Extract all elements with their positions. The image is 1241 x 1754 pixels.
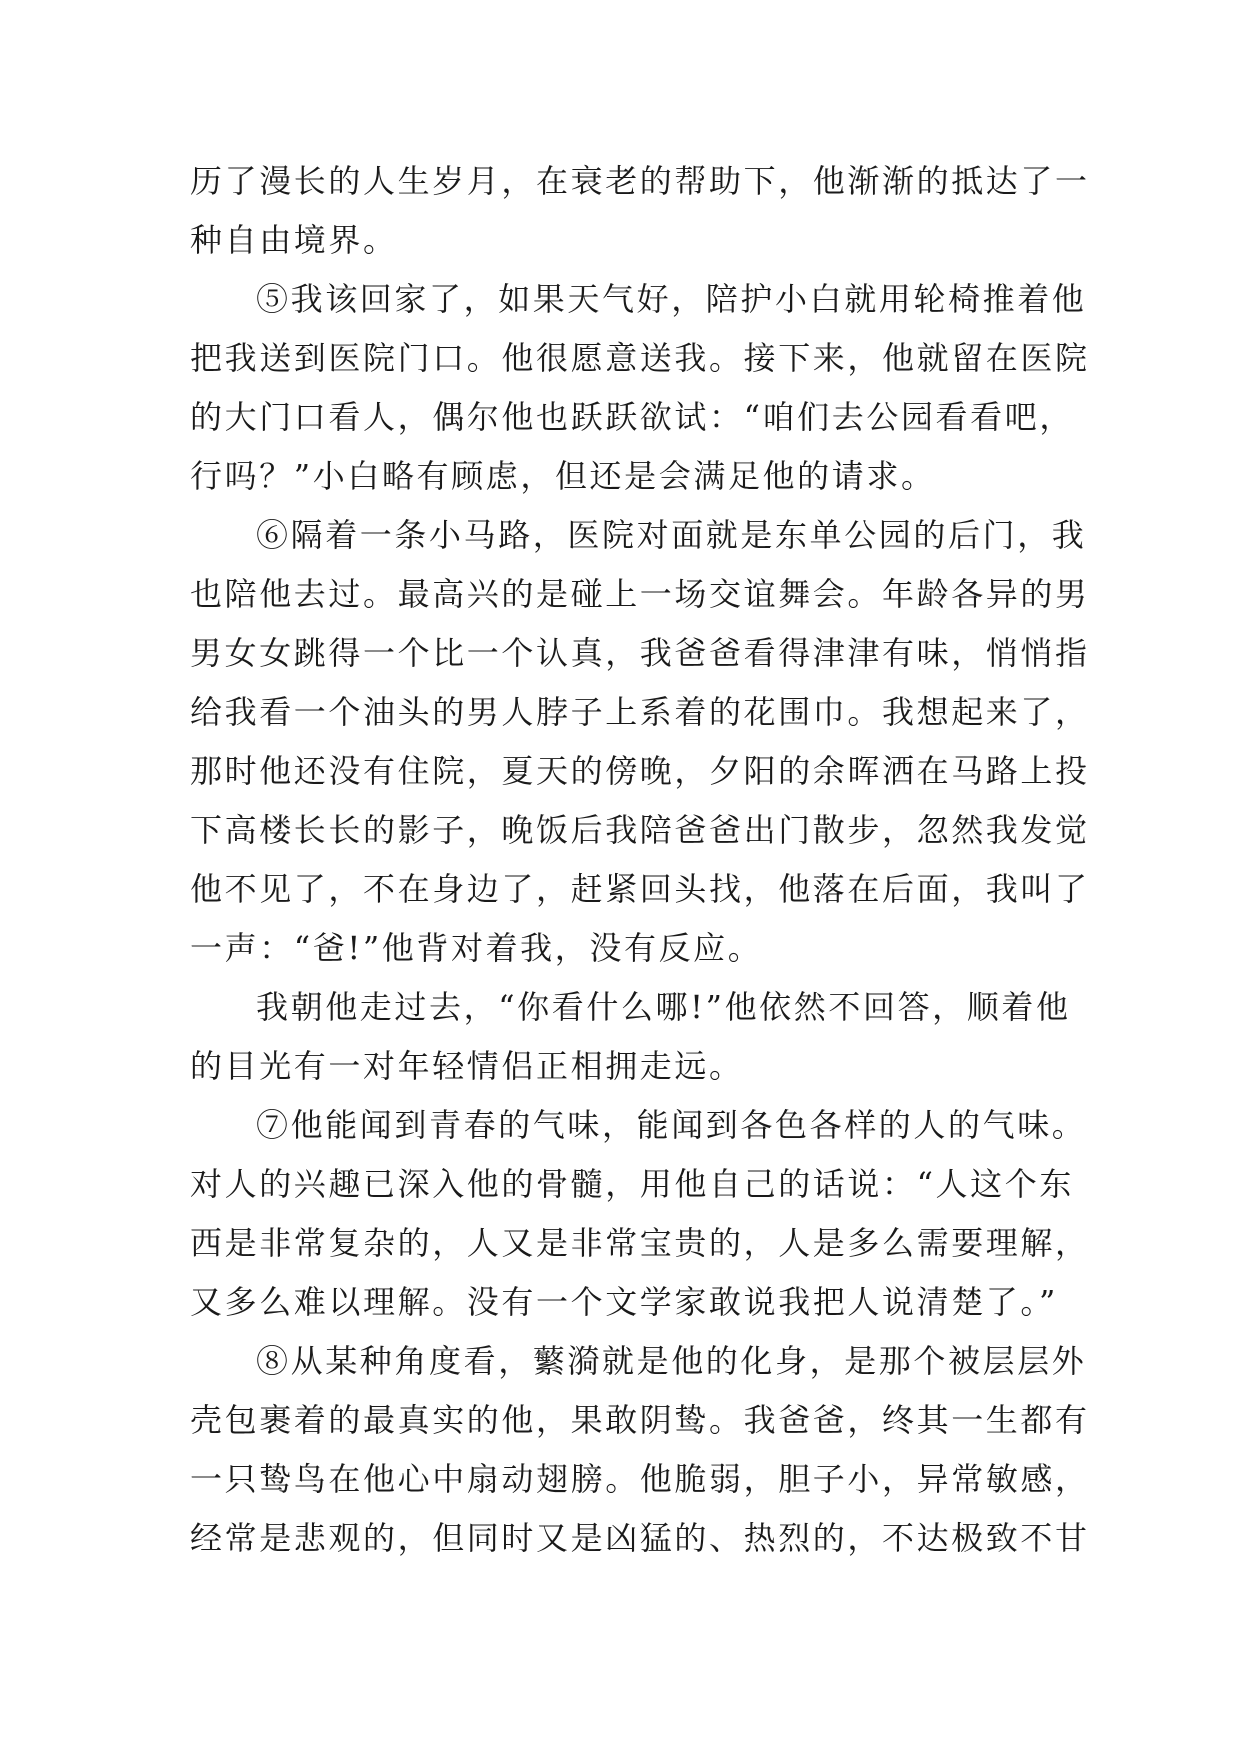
- text-line: 种自由境界。: [190, 221, 398, 259]
- text-line: 也陪他去过。最高兴的是碰上一场交谊舞会。年龄各异的男: [190, 575, 1090, 613]
- document-body: [190, 152, 1090, 1568]
- text-line: 把我送到医院门口。他很愿意送我。接下来，他就留在医院: [190, 339, 1090, 377]
- text-line: 他不见了，不在身边了，赶紧回头找，他落在后面，我叫了: [190, 870, 1090, 908]
- text-line: 给我看一个油头的男人脖子上系着的花围巾。我想起来了，: [190, 693, 1090, 731]
- text-line: 壳包裹着的最真实的他，果敢阴鸷。我爸爸，终其一生都有: [190, 1401, 1090, 1439]
- text-line: 那时他还没有住院，夏天的傍晚，夕阳的余晖洒在马路上投: [190, 752, 1090, 790]
- text-line: 的大门口看人，偶尔他也跃跃欲试：“咱们去公园看看吧，: [190, 398, 1074, 436]
- text-line: 又多么难以理解。没有一个文学家敢说我把人说清楚了。”: [190, 1283, 1058, 1321]
- paragraph-5-start: ⑤我该回家了，如果天气好，陪护小白就用轮椅推着他: [256, 280, 1087, 318]
- text-line: 的目光有一对年轻情侣正相拥走远。: [190, 1047, 744, 1085]
- text-line: 经常是悲观的，但同时又是凶猛的、热烈的，不达极致不甘: [190, 1519, 1090, 1557]
- text-line: 男女女跳得一个比一个认真，我爸爸看得津津有味，悄悄指: [190, 634, 1090, 672]
- text-line: 一声：“爸!”他背对着我，没有反应。: [190, 929, 763, 967]
- text-line: 行吗？”小白略有顾虑，但还是会满足他的请求。: [190, 457, 936, 495]
- text-line: 对人的兴趣已深入他的骨髓，用他自己的话说：“人这个东: [190, 1165, 1074, 1203]
- text-line: 历了漫长的人生岁月，在衰老的帮助下，他渐渐的抵达了一: [190, 162, 1090, 200]
- paragraph-8-start: ⑧从某种角度看，蘩漪就是他的化身，是那个被层层外: [256, 1342, 1087, 1380]
- text-line: 西是非常复杂的，人又是非常宝贵的，人是多么需要理解，: [190, 1224, 1090, 1262]
- text-line: 下高楼长长的影子，晚饭后我陪爸爸出门散步，忽然我发觉: [190, 811, 1090, 849]
- text-line: 一只鸷鸟在他心中扇动翅膀。他脆弱，胆子小，异常敏感，: [190, 1460, 1090, 1498]
- paragraph-6-start: ⑥隔着一条小马路，医院对面就是东单公园的后门，我: [256, 516, 1087, 554]
- paragraph-start: 我朝他走过去，“你看什么哪!”他依然不回答，顺着他: [256, 988, 1071, 1026]
- paragraph-7-start: ⑦他能闻到青春的气味，能闻到各色各样的人的气味。: [256, 1106, 1087, 1144]
